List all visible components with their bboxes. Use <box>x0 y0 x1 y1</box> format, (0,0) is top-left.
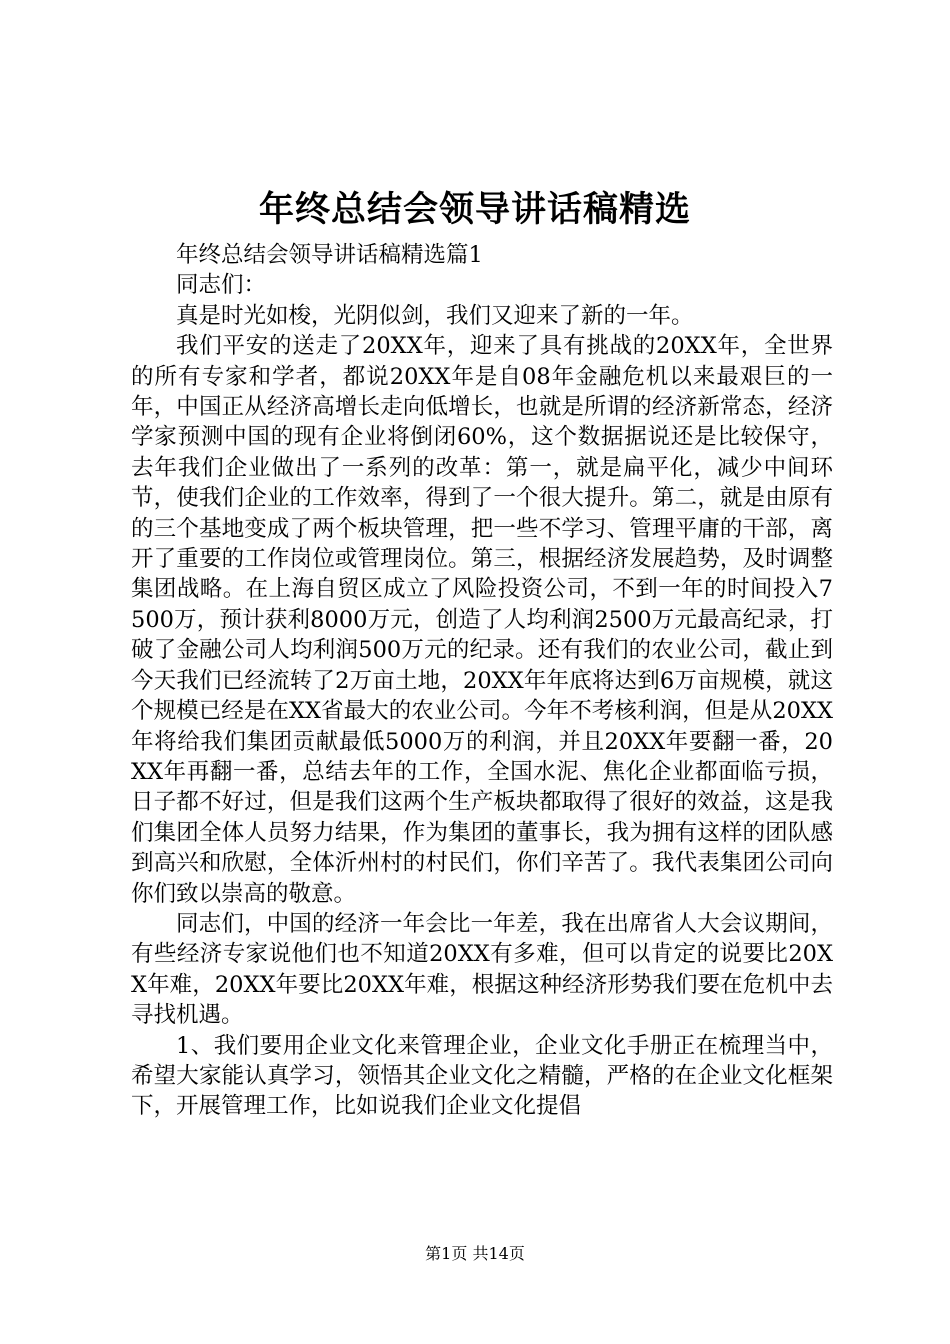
page-total: 共14页 <box>472 1244 525 1263</box>
paragraph: 我们平安的送走了20XX年，迎来了具有挑战的20XX年，全世界的所有专家和学者，都说20XX年是自08年金融危机以来最艰巨的一年，中国正从经济高增长走向低增长，也就是所谓的经济新常态，经济学家预测中国的现有企业将倒闭60%，这个数据据说还是比较保守，去年我们企业做出了一系列的改革：第一，就是扁平化，减少中间环节，使我们企业的工作效率，得到了一个很大提升。第二，就是由原有的三个基地变成了两个板块管理，把一些不学习、管理平庸的干部，离开了重要的工作岗位或管理岗位。第三，根据经济发展趋势，及时调整集团战略。在上海自贸区成立了风险投资公司，不到一年的时间投入7500万，预计获利8000万元，创造了人均利润2500万元最高纪录，打破了金融公司人均利润500万元的纪录。还有我们的农业公司，截止到今天我们已经流转了2万亩土地，20XX年年底将达到6万亩规模，就这个规模已经是在XX省最大的农业公司。今年不考核利润，但是从20XX年将给我们集团贡献最低5000万的利润，并且20XX年要翻一番，20XX年再翻一番，总结去年的工作，全国水泥、焦化企业都面临亏损，日子都不好过，但是我们这两个生产板块都取得了很好的效益，这是我们集团全体人员努力结果，作为集团的董事长，我为拥有这样的团队感到高兴和欣慰，全体沂州村的村民们，你们辛苦了。我代表集团公司向你们致以崇高的敬意。 <box>131 333 833 907</box>
salutation: 同志们： <box>176 272 267 299</box>
section-heading: 年终总结会领导讲话稿精选篇1 <box>176 242 483 268</box>
paragraph: 真是时光如梭，光阴似剑，我们又迎来了新的一年。 <box>176 302 694 329</box>
document-body <box>131 240 833 1122</box>
page-footer <box>0 1242 950 1266</box>
paragraph: 同志们，中国的经济一年会比一年差，我在出席省人大会议期间，有些经济专家说他们也不知道20XX有多难，但可以肯定的说要比20XX年难，20XX年要比20XX年难，根据这种经济形势我们要在危机中去寻找机遇。 <box>131 910 833 1029</box>
paragraph: 1、我们要用企业文化来管理企业，企业文化手册正在梳理当中，希望大家能认真学习，领悟其企业文化之精髓，严格的在企业文化框架下，开展管理工作，比如说我们企业文化提倡 <box>131 1032 833 1120</box>
page-number: 第1页 <box>425 1244 468 1263</box>
document-title: 年终总结会领导讲话稿精选 <box>258 189 691 230</box>
